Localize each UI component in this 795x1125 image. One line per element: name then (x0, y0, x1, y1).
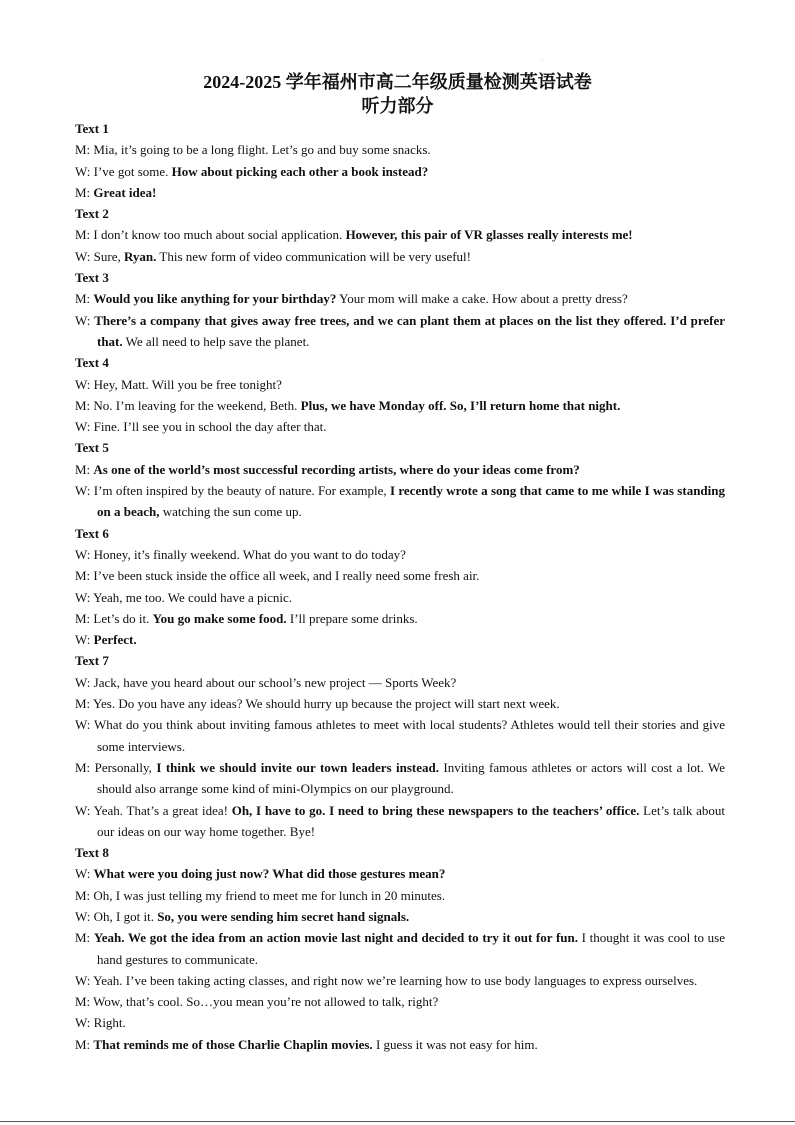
emphasized-text: I think we should invite our town leaders instead. (156, 759, 439, 775)
text-section-label: Text 8 (75, 845, 109, 861)
dialogue-line (75, 374, 725, 395)
dialogue-text: M: No. I’m leaving for the weekend, Beth. (75, 397, 301, 413)
dialogue-line (75, 587, 725, 608)
dialogue-text: Let’s talk about our ideas on our way home together. Bye! (97, 802, 725, 839)
emphasized-text: Ryan. (123, 248, 157, 264)
page-title: 2024-2025 学年福州市高二年级质量检测英语试卷 (203, 72, 592, 92)
text-section-label: Text 7 (75, 653, 109, 669)
emphasized-text: I recently wrote a song that came to me while I was standing on a beach, (97, 483, 725, 520)
text-section-label: Text 2 (75, 206, 109, 222)
dialogue-line (75, 885, 725, 906)
emphasized-text: As one of the world’s most successful recording artists, where do your ideas come from? (93, 461, 580, 477)
emphasized-text: Would you like anything for your birthday? (93, 291, 337, 307)
text-section-label: Text 4 (75, 355, 109, 371)
dialogue-line (75, 757, 725, 800)
dialogue-line (75, 970, 725, 991)
dialogue-line (75, 693, 725, 714)
dialogue-text: W: I’m often inspired by the beauty of nature. For example, (75, 483, 390, 499)
dialogue-line (75, 161, 725, 182)
dialogue-text: M: I’ve been stuck inside the office all week, and I really need some fresh air. (75, 568, 480, 584)
dialogue-text: W: I’ve got some. (75, 163, 172, 179)
dialogue-line (75, 480, 725, 523)
dialogue-text: M: Personally, (75, 759, 157, 775)
emphasized-text: Oh, I have to go. I need to bring these newspapers to the teachers’ office. (231, 802, 640, 818)
emphasized-text: So, you were sending him secret hand signals. (157, 908, 410, 924)
dialogue-line (75, 1012, 725, 1033)
bottom-divider (0, 1121, 795, 1122)
dialogue-line (75, 544, 725, 565)
dialogue-text: M: (75, 930, 94, 946)
dialogue-text: We all need to help save the planet. (122, 333, 310, 349)
text-section-label: Text 5 (75, 440, 109, 456)
emphasized-text: What were you doing just now? What did those gestures mean? (93, 866, 446, 882)
dialogue-text: W: Yeah, me too. We could have a picnic. (75, 589, 293, 605)
dialogue-text: W: Yeah. I’ve been taking acting classes, and right now we’re learning how to use body languages to express ourselves. (75, 972, 698, 988)
dialogue-line (75, 459, 725, 480)
dialogue-line (75, 139, 725, 160)
dialogue-text: W: (75, 312, 95, 328)
dialogue-text: This new form of video communication will be very useful! (156, 248, 471, 264)
emphasized-text: You go make some food. (152, 610, 287, 626)
emphasized-text: However, this pair of VR glasses really interests me! (345, 227, 633, 243)
dialogue-text: W: (75, 866, 94, 882)
dialogue-text: M: Yes. Do you have any ideas? We should hurry up because the project will start next week. (75, 696, 560, 712)
dialogue-line (75, 927, 725, 970)
emphasized-text: Perfect. (93, 632, 137, 648)
dialogue-text: I thought it was cool to use hand gestures to communicate. (97, 930, 725, 967)
dialogue-text: I guess it was not easy for him. (372, 1036, 538, 1052)
dialogue-text: M: (75, 184, 94, 200)
dialogue-text: Your mom will make a cake. How about a pretty dress? (336, 291, 628, 307)
dialogue-text: W: Oh, I got it. (75, 908, 158, 924)
dialogue-line (75, 672, 725, 693)
listening-transcript (75, 118, 725, 1055)
dialogue-text: W: Right. (75, 1015, 126, 1031)
emphasized-text: There’s a company that gives away free trees, and we can plant them at places on the list they offered. I’d prefer that. (94, 312, 725, 349)
dialogue-line (75, 246, 725, 267)
dialogue-text: Inviting famous athletes or actors will cost a lot. We should also arrange some kind of mini-Olympics on our playground. (97, 759, 725, 797)
dialogue-line (75, 863, 725, 884)
dialogue-text: M: (75, 1036, 94, 1052)
dialogue-text: M: Wow, that’s cool. So…you mean you’re not allowed to talk, right? (75, 994, 439, 1010)
emphasized-text: Yeah. We got the idea from an action movie last night and decided to try it out for fun. (93, 930, 579, 946)
dialogue-text: W: Fine. I’ll see you in school the day after that. (75, 419, 327, 435)
dialogue-line (75, 608, 725, 629)
dialogue-line (75, 991, 725, 1012)
dialogue-line (75, 224, 725, 245)
dialogue-text: M: Oh, I was just telling my friend to meet me for lunch in 20 minutes. (75, 887, 446, 903)
emphasized-text: That reminds me of those Charlie Chaplin movies. (93, 1036, 373, 1052)
dialogue-text: W: Jack, have you heard about our school’s new project — Sports Week? (75, 674, 457, 690)
text-section-label: Text 6 (75, 525, 109, 541)
dialogue-text: W: Sure, (75, 248, 124, 264)
dialogue-line (75, 800, 725, 843)
dialogue-line (75, 416, 725, 437)
dialogue-line (75, 182, 725, 203)
dialogue-line (75, 1034, 725, 1055)
dialogue-line (75, 565, 725, 586)
dialogue-text: W: What do you think about inviting famous athletes to meet with local students? Athletes would tell their stories and give some interviews. (75, 717, 725, 754)
dialogue-text: M: (75, 291, 94, 307)
dialogue-text: M: Let’s do it. (75, 610, 153, 626)
dialogue-text: M: Mia, it’s going to be a long flight. Let’s go and buy some snacks. (75, 142, 431, 158)
emphasized-text: Great idea! (93, 184, 157, 200)
text-section-label: Text 3 (75, 270, 109, 286)
text-section-label: Text 1 (75, 121, 109, 136)
dialogue-line (75, 310, 725, 353)
page-subtitle: 听力部分 (361, 96, 434, 116)
scan-mark: . (542, 56, 544, 62)
dialogue-text: M: (75, 461, 94, 477)
emphasized-text: Plus, we have Monday off. So, I’ll return home that night. (300, 397, 621, 413)
dialogue-line (75, 288, 725, 309)
dialogue-line (75, 714, 725, 757)
emphasized-text: How about picking each other a book instead? (171, 163, 429, 179)
dialogue-line (75, 906, 725, 927)
dialogue-text: W: Honey, it’s finally weekend. What do you want to do today? (75, 546, 406, 562)
dialogue-text: W: Yeah. That’s a great idea! (75, 802, 232, 818)
dialogue-text: W: (75, 632, 94, 648)
dialogue-text: watching the sun come up. (159, 504, 302, 520)
dialogue-line (75, 395, 725, 416)
dialogue-text: M: I don’t know too much about social application. (75, 227, 346, 243)
dialogue-line (75, 629, 725, 650)
dialogue-text: I’ll prepare some drinks. (286, 610, 418, 626)
dialogue-text: W: Hey, Matt. Will you be free tonight? (75, 376, 282, 392)
